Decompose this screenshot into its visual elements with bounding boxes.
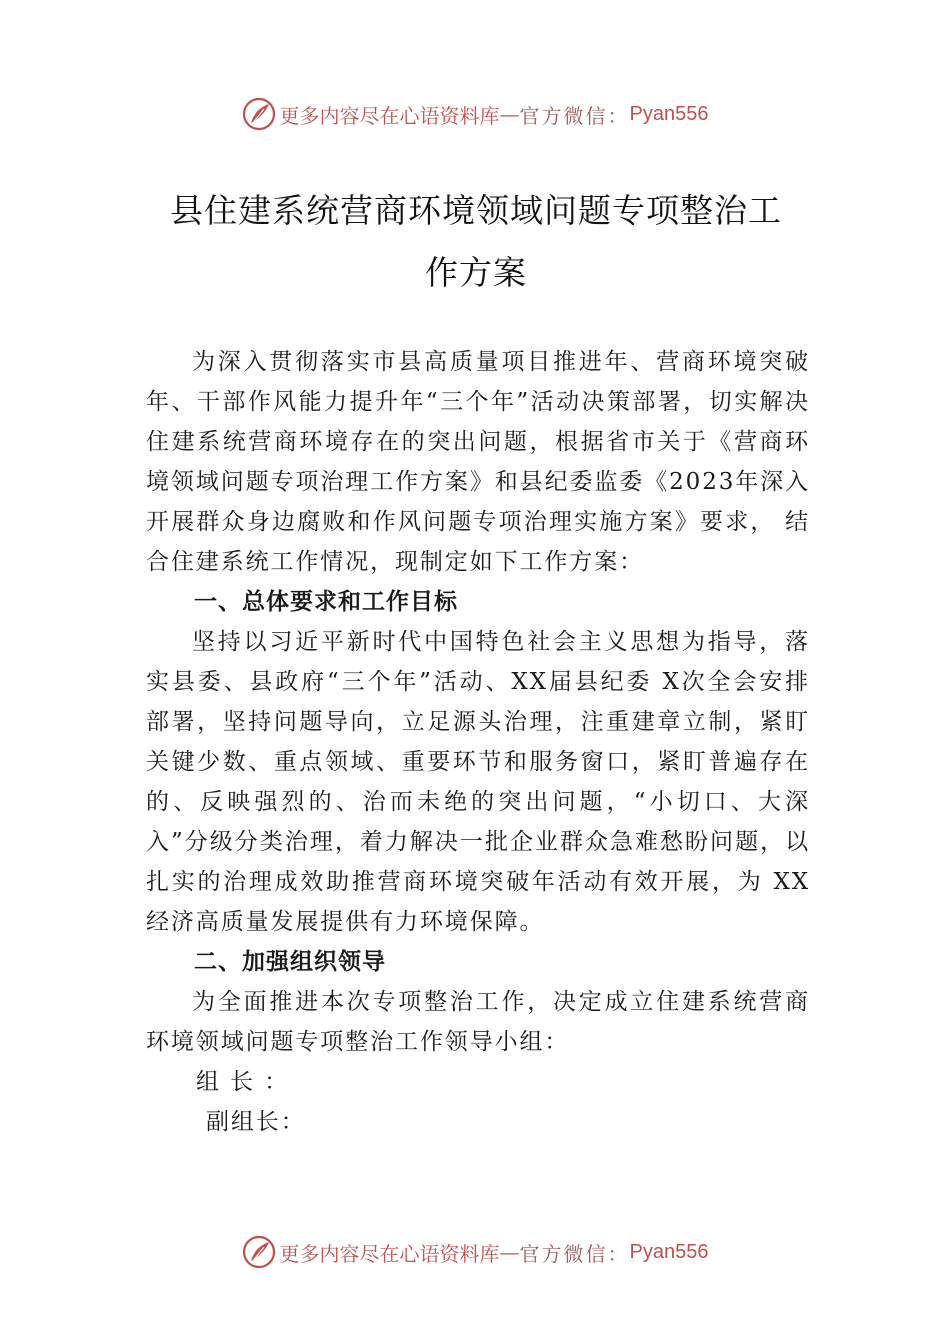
document-body	[146, 342, 810, 1142]
watermark-brand: 更多内容尽在心语资料库	[279, 103, 500, 128]
intro-paragraph: 为深入贯彻落实市县高质量项目推进年、营商环境突破年、干部作风能力提升年“三个年”活动决策部署，切实解决住建系统营商环境存在的突出问题，根据省市关于《营商环境领域问题专项治理工作方案》和县纪委监委《2023年深入开展群众身边腐败和作风问题专项治理实施方案》要求， 结合住建系统工作情况，现制定如下工作方案：	[146, 349, 810, 575]
watermark-wechat-label: 官方微信：	[519, 103, 630, 128]
section-1-paragraph: 坚持以习近平新时代中国特色社会主义思想为指导，落实县委、县政府“三个年”活动、XX届县纪委 X次全会安排部署，坚持问题导向，立足源头治理，注重建章立制，紧盯关键少数、重点领域、重要环节和服务窗口，紧盯普遍存在的、反映强烈的、治而未绝的突出问题，“小切口、大深入”分级分类治理，着力解决一批企业群众急难愁盼问题，以扎实的治理成效助推营商环境突破年活动有效开展，为 XX经济高质量发展提供有力环境保障。	[146, 629, 810, 935]
watermark-brand: 更多内容尽在心语资料库	[279, 1241, 500, 1266]
section-2-heading: 二、加强组织领导	[194, 949, 386, 975]
footer-watermark	[0, 1232, 950, 1272]
section-2-paragraph: 为全面推进本次专项整治工作，决定成立住建系统营商环境领域问题专项整治工作领导小组：	[146, 989, 810, 1055]
watermark-wechat-label: 官方微信：	[519, 1241, 630, 1266]
watermark-wechat-id: Pyan556	[629, 102, 709, 125]
watermark-dash: —	[499, 1240, 520, 1264]
title-line-1: 县住建系统营商环境领域问题专项整治工	[170, 191, 782, 230]
header-watermark	[0, 94, 950, 134]
feather-logo-icon	[242, 1235, 276, 1269]
document-title	[146, 180, 806, 304]
deputy-leader-label: 副组长：	[206, 1109, 306, 1135]
watermark-dash: —	[499, 102, 520, 126]
title-line-2: 作方案	[425, 253, 527, 292]
section-1-heading: 一、总体要求和工作目标	[194, 589, 458, 615]
leader-label: 组 长 ：	[196, 1069, 290, 1095]
watermark-wechat-id: Pyan556	[629, 1240, 709, 1263]
feather-logo-icon	[242, 97, 276, 131]
